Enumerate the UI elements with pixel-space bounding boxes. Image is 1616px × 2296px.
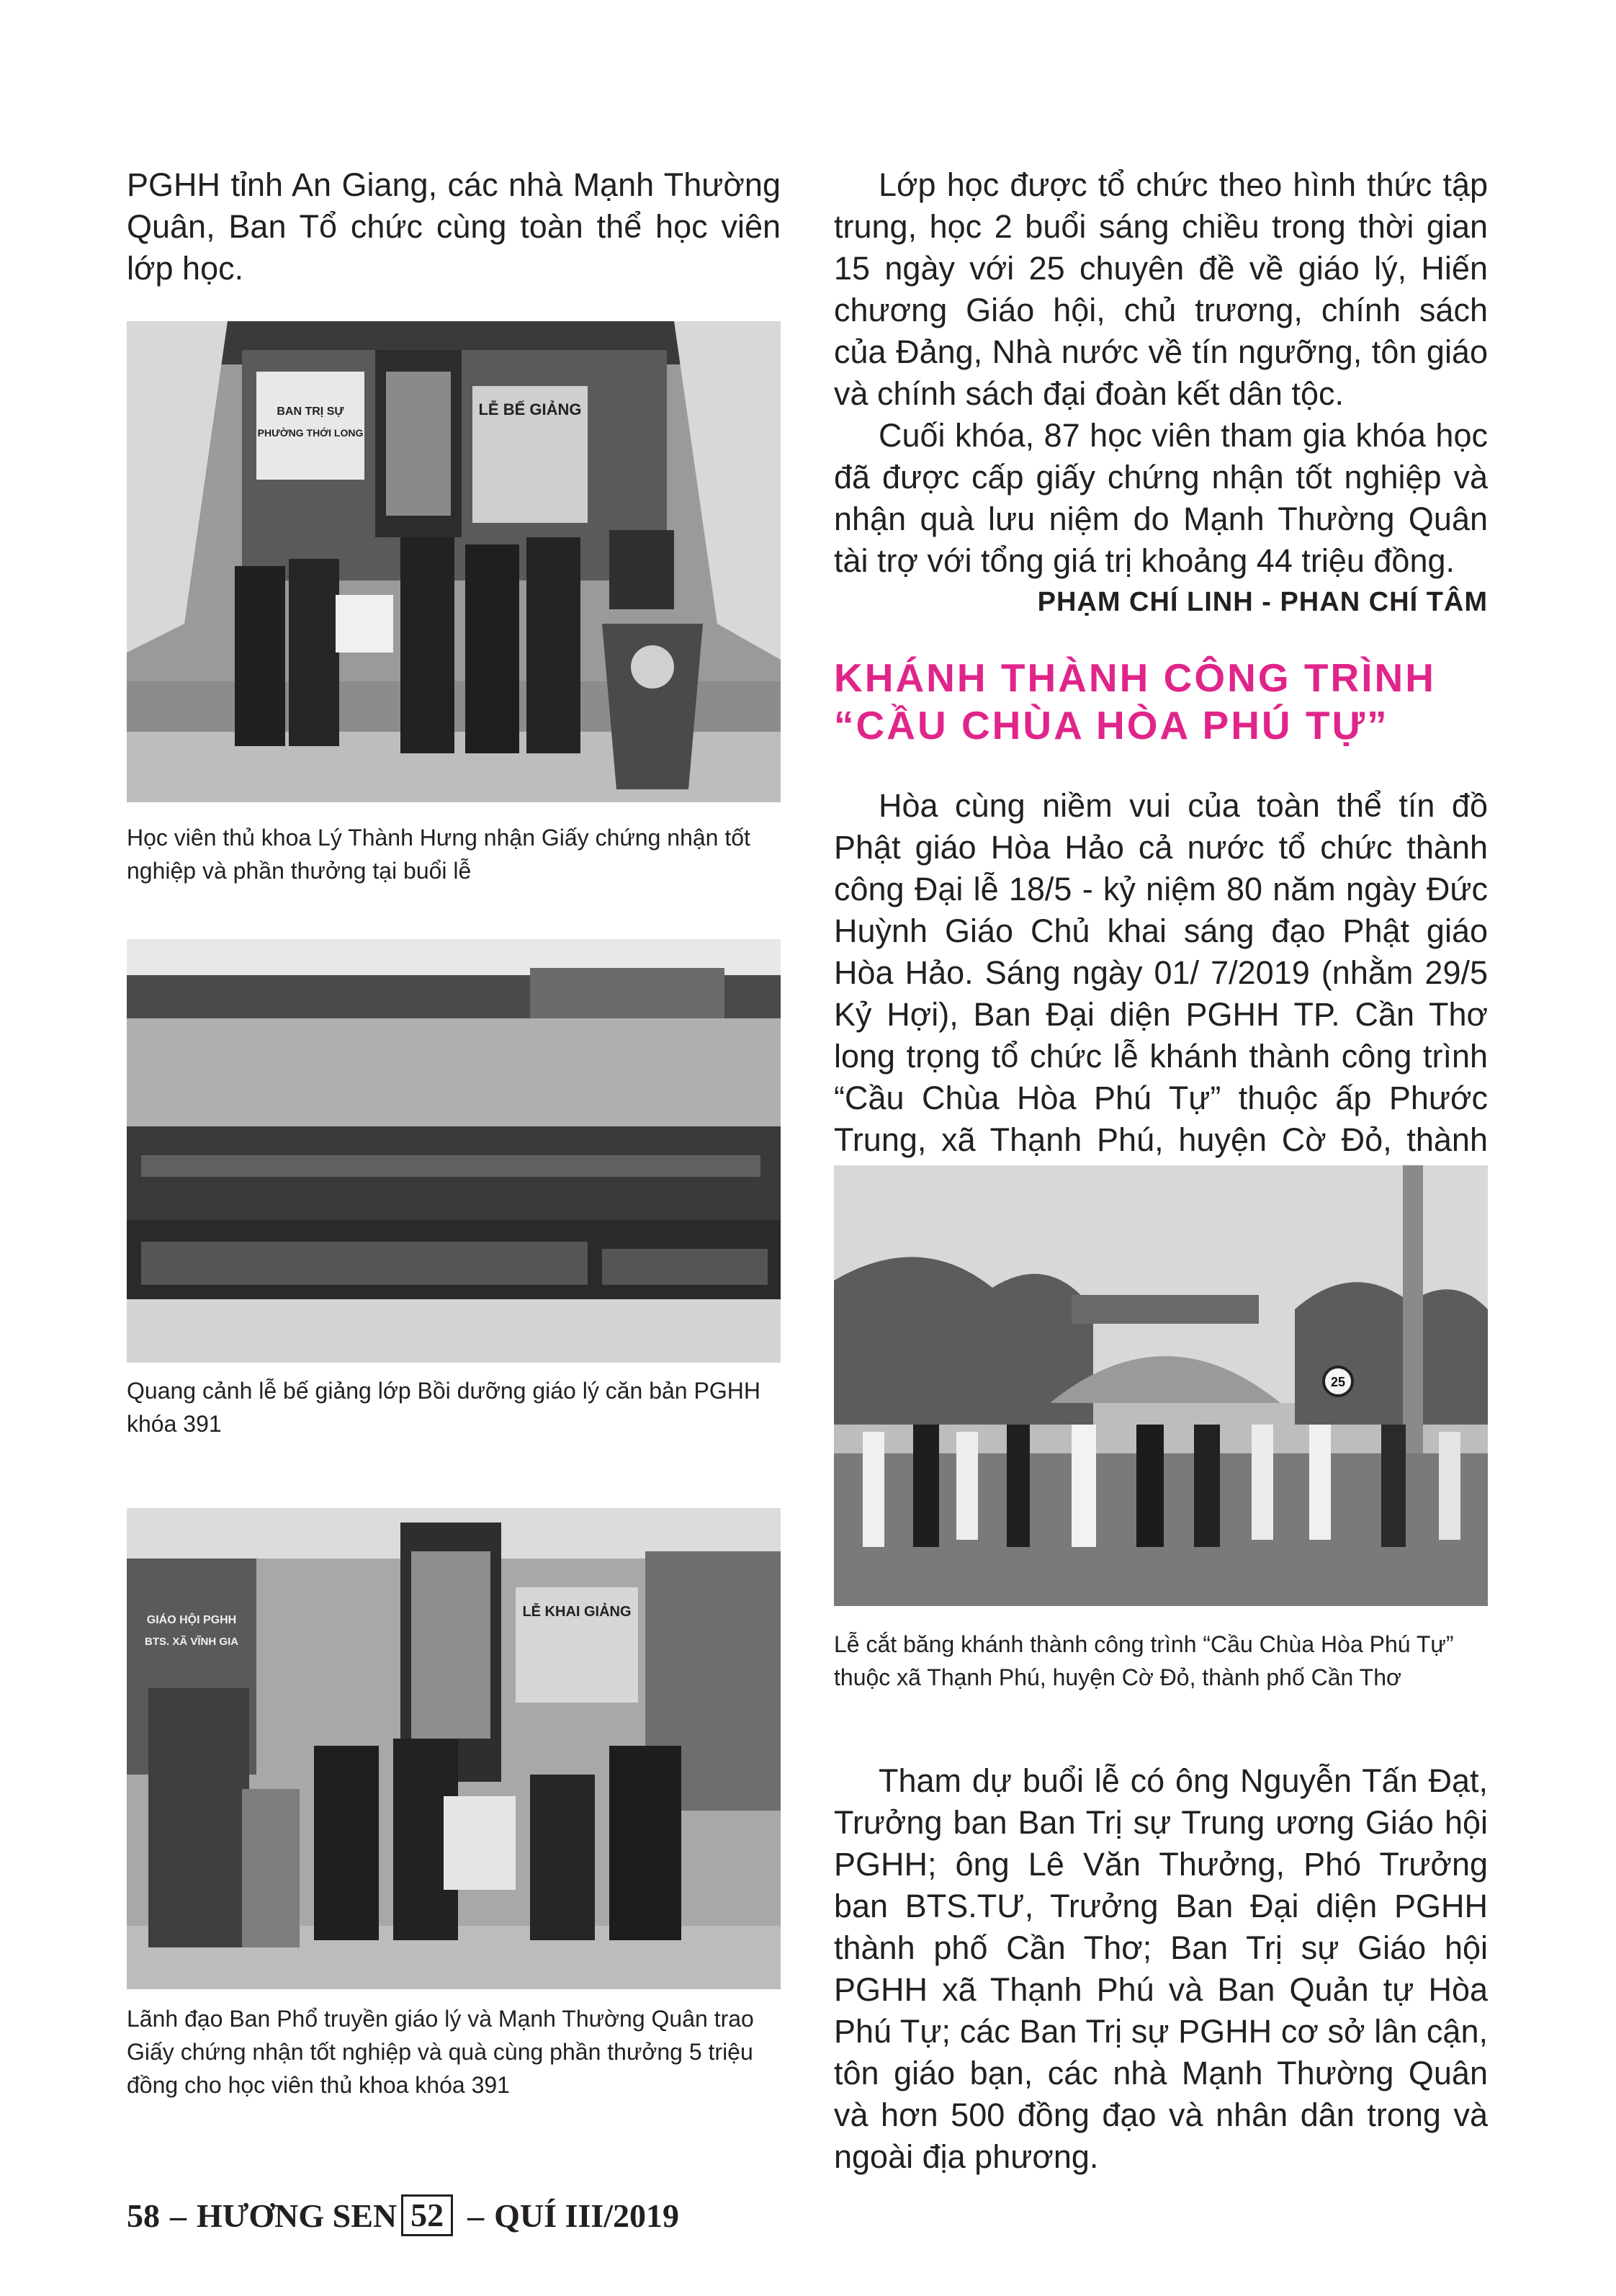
footer-dash-2: – <box>467 2197 485 2234</box>
photo4-speed-sign: 25 <box>1330 1375 1346 1389</box>
photo-valedictorian-award <box>127 321 781 802</box>
magazine-name: HƯƠNG SEN <box>197 2197 398 2234</box>
photo1-banner-line-1: BAN TRỊ SỰ <box>277 405 344 418</box>
class-summary-paragraph-1: Lớp học được tổ chức theo hình thức tập trung, học 2 buổi sáng chiều trong thời gian 15 ngày với 25 chuyên đề về giáo lý, Hiến chương Giáo hội, chủ trương, chính sách của Đảng, Nhà nước về tín ngưỡng, tôn giáo và chính sách đại đoàn kết dân tộc. <box>834 166 1488 412</box>
photo1-banner-line-2: PHƯỜNG THỚI LONG <box>257 427 364 439</box>
class-summary-paragraph-2: Cuối khóa, 87 học viên tham gia khóa học đã được cấp giấy chứng nhận tốt nghiệp và nhận quà lưu niệm do Mạnh Thường Quân tài trợ với tổng giá trị khoảng 44 triệu đồng. <box>834 417 1488 579</box>
photo3-banner-line-1: GIÁO HỘI PGHH <box>146 1614 237 1626</box>
byline: PHẠM CHÍ LINH - PHAN CHÍ TÂM <box>1037 587 1488 617</box>
photo-ribbon-cutting-image <box>834 1165 1488 1606</box>
attendees-paragraph: Tham dự buổi lễ có ông Nguyễn Tấn Đạt, Trưởng ban Ban Trị sự Trung ương Giáo hội PGHH; ông Lê Văn Thưởng, Phó Trưởng ban BTS.TƯ, Trưởng Ban Đại diện PGHH thành phố Cần Thơ; Ban Trị sự Giáo hội PGHH xã Thạnh Phú và Ban Quản tự Hòa Phú Tự; các Ban Trị sự PGHH cơ sở lân cận, tôn giáo bạn, các nhà Mạnh Thường Quân và hơn 500 đồng đạo và nhân dân trong và ngoài địa phương. <box>834 1762 1488 2175</box>
photo3-sign-text: LỄ KHAI GIẢNG <box>522 1604 632 1620</box>
issue-period: QUÍ III/2019 <box>494 2197 680 2234</box>
attendees-block <box>834 1760 1488 2178</box>
photo-closing-ceremony-hall-image <box>127 939 781 1363</box>
issue-number: 52 <box>401 2194 453 2236</box>
article-intro-paragraph: Hòa cùng niềm vui của toàn thể tín đồ Phật giáo Hòa Hảo cả nước tổ chức thành công Đại lễ 18/5 - kỷ niệm 80 năm ngày Đức Huỳnh Giáo Chủ khai sáng đạo Phật giáo Hòa Hảo. Sáng ngày 01/ 7/2019 (nhằm 29/5 Kỷ Hợi), Ban Đại diện PGHH TP. Cần Thơ long trọng tổ chức lễ khánh thành công trình “Cầu Chùa Hòa Phú Tự” thuộc ấp Phước Trung, xã Thạnh Phú, huyện Cờ Đỏ, thành <box>834 787 1488 1158</box>
photo-valedictorian-award-image <box>127 321 781 802</box>
photo-ribbon-cutting <box>834 1165 1488 1606</box>
footer-dash-1: – <box>170 2197 187 2234</box>
class-summary-block <box>834 164 1488 582</box>
photo-closing-ceremony-hall-caption: Quang cảnh lễ bế giảng lớp Bồi dưỡng giáo lý căn bản PGHH khóa 391 <box>127 1378 760 1437</box>
photo1-sign-text: LỄ BẾ GIẢNG <box>478 400 582 418</box>
photo-closing-ceremony-hall <box>127 939 781 1363</box>
page-number: 58 <box>127 2197 160 2234</box>
photo3-banner-line-2: BTS. XÃ VĨNH GIA <box>144 1636 239 1648</box>
intro-paragraph: PGHH tỉnh An Giang, các nhà Mạnh Thường Quân, Ban Tổ chức cùng toàn thể học viên lớp học. <box>127 166 781 287</box>
photo-leaders-award-image <box>127 1508 781 1989</box>
article-intro-block <box>834 785 1488 1203</box>
page-footer <box>127 2194 679 2237</box>
photo-leaders-award <box>127 1508 781 1989</box>
intro-paragraph-block <box>127 164 781 290</box>
photo-valedictorian-award-caption: Học viên thủ khoa Lý Thành Hưng nhận Giấy chứng nhận tốt nghiệp và phần thưởng tại buổi lễ <box>127 825 750 884</box>
article-headline: KHÁNH THÀNH CÔNG TRÌNH “CẦU CHÙA HÒA PHÚ TỰ” <box>834 655 1436 748</box>
photo-ribbon-cutting-caption: Lễ cắt băng khánh thành công trình “Cầu Chùa Hòa Phú Tự” thuộc xã Thạnh Phú, huyện Cờ Đỏ, thành phố Cần Thơ <box>834 1631 1454 1690</box>
photo-leaders-award-caption: Lãnh đạo Ban Phổ truyền giáo lý và Mạnh Thường Quân trao Giấy chứng nhận tốt nghiệp và quà cùng phần thưởng 5 triệu đồng cho học viên thủ khoa khóa 391 <box>127 2006 754 2098</box>
